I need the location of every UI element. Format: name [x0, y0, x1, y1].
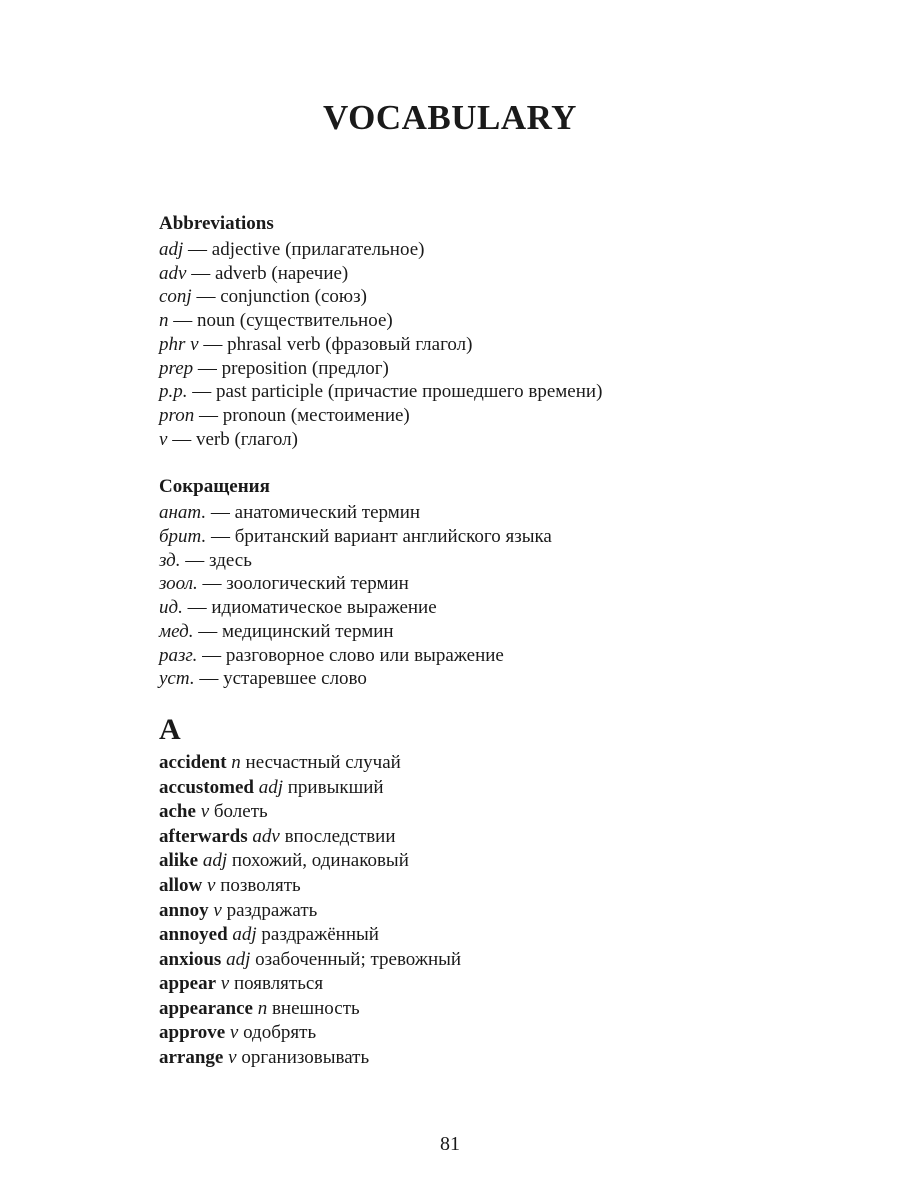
vocabulary-entry	[159, 776, 839, 801]
abbreviation-meaning: adverb (наречие)	[214, 262, 349, 284]
abbreviation-item	[159, 596, 839, 620]
abbreviation-term: phr v	[159, 333, 199, 355]
vocabulary-entry	[159, 825, 839, 850]
abbreviation-meaning: здесь	[209, 549, 252, 571]
abbreviation-term: мед.	[159, 620, 194, 642]
entry-translation: раздражённый	[261, 924, 379, 946]
vocabulary-entry	[159, 1046, 839, 1071]
abbreviation-term: разг.	[159, 644, 198, 666]
abbreviation-meaning: conjunction (союз)	[220, 286, 367, 308]
entry-part-of-speech: v	[220, 973, 230, 995]
abbreviation-item	[159, 428, 839, 452]
entry-part-of-speech: adj	[226, 948, 251, 970]
dash: —	[199, 668, 219, 690]
abbreviation-term: анат.	[159, 502, 207, 524]
dash: —	[192, 381, 212, 403]
abbreviation-term: брит.	[159, 526, 207, 548]
entry-word: annoyed	[159, 924, 228, 946]
vocabulary-entry	[159, 751, 839, 776]
dash: —	[185, 549, 205, 571]
abbreviation-term: prep	[159, 357, 194, 379]
entry-word: approve	[159, 1022, 226, 1044]
dash: —	[198, 404, 218, 426]
abbreviation-meaning: зоологический термин	[226, 573, 409, 595]
vocabulary-entries-a	[159, 751, 839, 1071]
abbreviation-item	[159, 549, 839, 573]
abbreviation-term: зоол.	[159, 573, 198, 595]
entry-part-of-speech: adv	[252, 825, 280, 847]
entry-part-of-speech: adj	[202, 850, 228, 872]
entry-translation: озабоченный; тревожный	[255, 948, 462, 970]
entry-word: accident	[159, 751, 227, 773]
abbreviation-meaning: британский вариант английского языка	[234, 526, 552, 548]
abbreviation-meaning: preposition (предлог)	[221, 357, 389, 379]
abbreviation-meaning: adjective (прилагательное)	[211, 239, 425, 260]
abbreviation-item	[159, 644, 839, 668]
vocabulary-entry	[159, 997, 839, 1022]
dash: —	[211, 526, 231, 548]
entry-word: ache	[159, 801, 196, 823]
entry-part-of-speech: n	[257, 997, 268, 1019]
abbreviation-item	[159, 262, 839, 286]
entry-part-of-speech: v	[213, 899, 222, 921]
entry-translation: организовывать	[241, 1047, 370, 1069]
abbreviation-term: зд.	[159, 549, 181, 571]
letter-heading-a: A	[159, 712, 181, 746]
abbreviation-meaning: verb (глагол)	[195, 428, 298, 450]
entry-word: alike	[159, 850, 199, 872]
abbreviation-meaning: идиоматическое выражение	[211, 597, 437, 619]
section-spacer	[159, 691, 839, 713]
entry-translation: позволять	[220, 874, 301, 896]
dash: —	[188, 239, 208, 260]
abbreviation-term: adj	[159, 239, 184, 260]
entry-translation: несчастный случай	[245, 751, 401, 773]
entry-part-of-speech: v	[229, 1022, 239, 1044]
dash: —	[203, 333, 223, 355]
entry-part-of-speech: v	[207, 874, 216, 896]
abbreviation-item	[159, 501, 839, 525]
abbreviation-term: ид.	[159, 597, 183, 619]
vocabulary-entry	[159, 874, 839, 899]
entry-translation: привыкший	[287, 776, 384, 798]
dash: —	[173, 310, 193, 332]
dash: —	[187, 597, 207, 619]
entry-translation: болеть	[213, 801, 268, 823]
entry-part-of-speech: v	[228, 1047, 237, 1069]
vocabulary-entry	[159, 849, 839, 874]
dash: —	[197, 357, 217, 379]
vocabulary-entry	[159, 800, 839, 825]
abbreviation-item	[159, 357, 839, 381]
abbreviation-item	[159, 285, 839, 309]
dash: —	[202, 644, 222, 666]
abbreviation-term: conj	[159, 286, 192, 308]
abbreviation-term: n	[159, 310, 169, 332]
vocabulary-content	[159, 210, 839, 1071]
vocabulary-entry	[159, 948, 839, 973]
abbreviation-item	[159, 572, 839, 596]
abbreviation-item	[159, 238, 839, 262]
entry-translation: похожий, одинаковый	[231, 850, 409, 872]
page-title: VOCABULARY	[323, 98, 577, 137]
abbreviation-meaning: phrasal verb (фразовый глагол)	[227, 333, 473, 355]
abbreviation-item	[159, 404, 839, 428]
abbreviation-meaning: noun (существительное)	[197, 310, 393, 332]
dash: —	[202, 573, 222, 595]
entry-word: appear	[159, 973, 216, 995]
dash: —	[198, 620, 218, 642]
entry-word: accustomed	[159, 776, 254, 798]
entry-word: allow	[159, 874, 203, 896]
abbreviation-item	[159, 620, 839, 644]
abbreviation-meaning: анатомический термин	[234, 502, 421, 524]
abbreviation-item	[159, 667, 839, 691]
entry-translation: внешность	[271, 997, 360, 1019]
abbreviation-item	[159, 525, 839, 549]
vocabulary-entry	[159, 972, 839, 997]
entry-word: anxious	[159, 948, 222, 970]
abbreviation-item	[159, 380, 839, 404]
sokrashcheniya-list	[159, 501, 839, 691]
abbreviations-heading: Abbreviations	[159, 213, 274, 234]
entry-word: arrange	[159, 1047, 224, 1069]
dash: —	[191, 262, 211, 284]
abbreviation-meaning: медицинский термин	[221, 620, 394, 642]
entry-translation: одобрять	[243, 1022, 317, 1044]
entry-translation: появляться	[233, 973, 324, 995]
abbreviation-item	[159, 333, 839, 357]
entry-part-of-speech: n	[231, 751, 241, 773]
abbreviation-meaning: past participle (причастие прошедшего времени)	[216, 381, 603, 403]
abbreviation-item	[159, 309, 839, 333]
entry-word: afterwards	[159, 825, 248, 847]
entry-word: appearance	[159, 997, 253, 1019]
abbreviation-term: v	[159, 428, 168, 450]
entry-translation: раздражать	[226, 899, 318, 921]
abbreviation-term: pron	[159, 404, 195, 426]
section-spacer	[159, 451, 839, 473]
dash: —	[210, 502, 230, 524]
abbreviation-term: p.p.	[159, 381, 188, 403]
abbreviations-list	[159, 238, 839, 451]
entry-part-of-speech: adj	[258, 776, 284, 798]
abbreviation-meaning: устаревшее слово	[223, 668, 367, 690]
vocabulary-entry	[159, 1021, 839, 1046]
entry-translation: впоследствии	[284, 825, 396, 847]
entry-part-of-speech: v	[200, 801, 210, 823]
abbreviation-meaning: разговорное слово или выражение	[225, 644, 504, 666]
abbreviation-term: уст.	[159, 668, 195, 690]
abbreviation-meaning: pronoun (местоимение)	[222, 404, 410, 426]
page-number: 81	[440, 1133, 460, 1155]
sokrashcheniya-heading: Сокращения	[159, 476, 270, 498]
abbreviation-term: adv	[159, 262, 187, 284]
dash: —	[196, 286, 216, 308]
vocabulary-entry	[159, 899, 839, 924]
dash: —	[172, 428, 192, 450]
entry-word: annoy	[159, 899, 209, 921]
vocabulary-entry	[159, 923, 839, 948]
entry-part-of-speech: adj	[232, 924, 257, 946]
